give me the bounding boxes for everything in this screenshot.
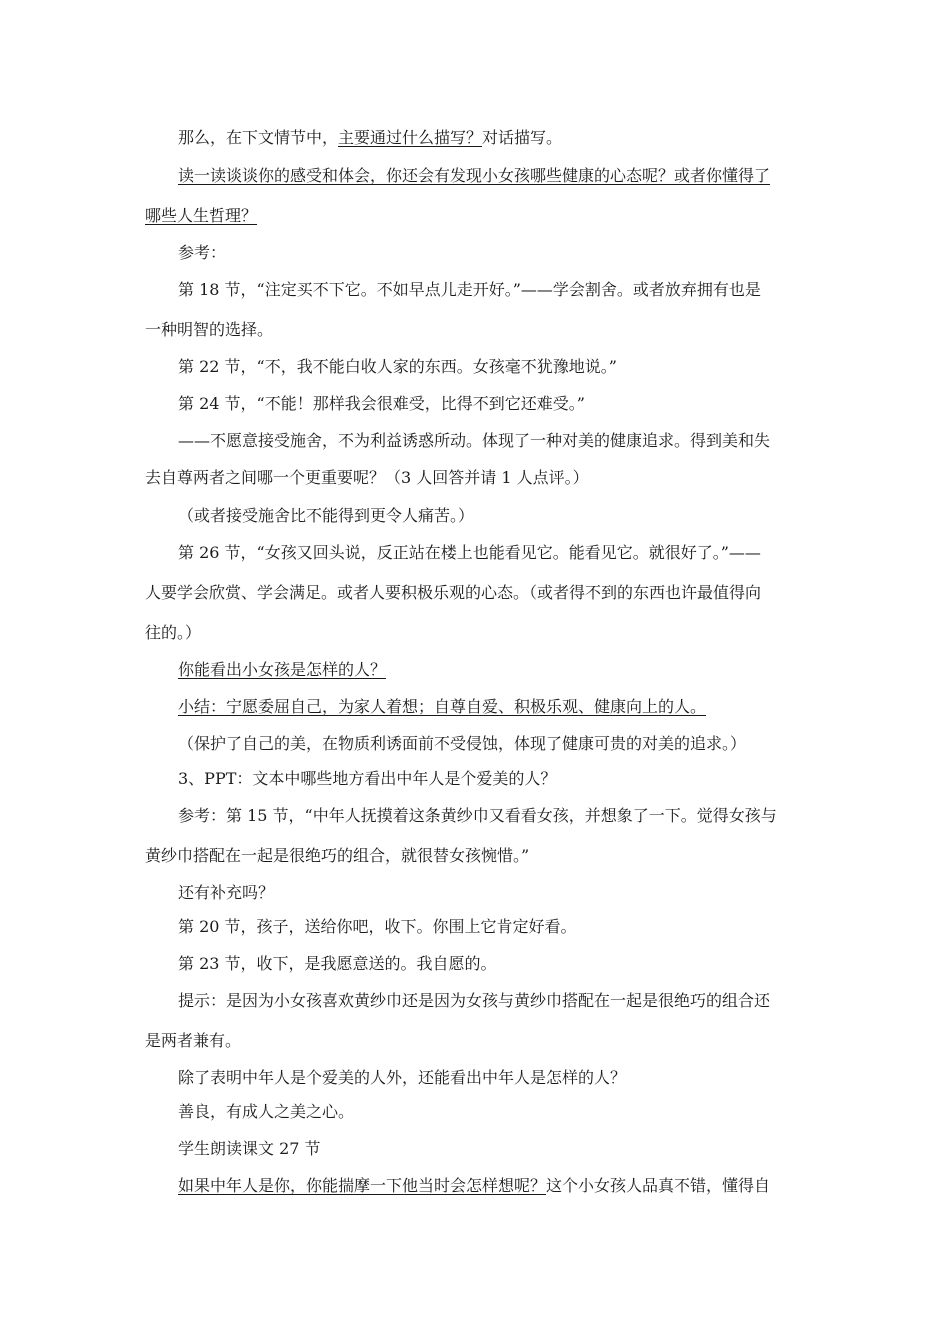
text-line: 是两者兼有。 (145, 1031, 242, 1050)
text-run: 这个小女孩人品真不错，懂得自 (546, 1176, 771, 1195)
text-line: 学生朗读课文 27 节 (178, 1139, 321, 1158)
text-line: 提示：是因为小女孩喜欢黄纱巾还是因为女孩与黄纱巾搭配在一起是很绝巧的组合还 (178, 991, 771, 1010)
text-line: 第 18 节，“注定买不下它。不如早点儿走开好。”——学会割舍。或者放弃拥有也是 (178, 280, 761, 299)
text-run: 那么，在下文情节中， (178, 128, 339, 147)
text-line: 第 23 节，收下，是我愿意送的。我自愿的。 (178, 954, 497, 973)
text-line: 去自尊两者之间哪一个更重要呢？（3 人回答并请 1 人点评。） (145, 468, 589, 487)
underlined-question: 如果中年人是你，你能揣摩一下他当时会怎样想呢？ (178, 1176, 547, 1195)
text-line: 除了表明中年人是个爱美的人外，还能看出中年人是怎样的人？ (178, 1068, 627, 1087)
text-line: 第 26 节，“女孩又回头说，反正站在楼上也能看见它。能看见它。就很好了。”—— (178, 543, 761, 562)
text-line: 人要学会欣赏、学会满足。或者人要积极乐观的心态。（或者得不到的东西也许最值得向 (145, 583, 762, 602)
text-line: 参考：第 15 节，“中年人抚摸着这条黄纱巾又看看女孩，并想象了一下。觉得女孩与 (178, 806, 777, 825)
underlined-question: 读一读谈谈你的感受和体会，你还会有发现小女孩哪些健康的心态呢？或者你懂得了 (178, 166, 771, 185)
text-line (178, 1176, 810, 1196)
text-line: （保护了自己的美，在物质利诱面前不受侵蚀，体现了健康可贵的对美的追求。） (178, 734, 747, 753)
text-line: 第 20 节，孩子，送给你吧，收下。你围上它肯定好看。 (178, 917, 577, 936)
text-line: 3、PPT：文本中哪些地方看出中年人是个爱美的人？ (178, 769, 557, 788)
text-line: 善良，有成人之美之心。 (178, 1102, 355, 1121)
text-line: 第 22 节，“不，我不能白收人家的东西。女孩毫不犹豫地说。” (178, 357, 617, 376)
text-line: 往的。） (145, 623, 202, 642)
text-line: ——不愿意接受施舍，不为利益诱惑所动。体现了一种对美的健康追求。得到美和失 (178, 431, 771, 450)
text-line (178, 128, 810, 148)
underlined-question: 哪些人生哲理？ (145, 206, 258, 225)
text-line: 参考： (178, 243, 227, 262)
text-line: 还有补充吗？ (178, 883, 275, 902)
text-run: 对话描写。 (482, 128, 563, 147)
text-line: 黄纱巾搭配在一起是很绝巧的组合，就很替女孩惋惜。” (145, 846, 530, 865)
underlined-summary: 小结：宁愿委屈自己，为家人着想；自尊自爱、积极乐观、健康向上的人。 (178, 697, 707, 716)
underlined-question: 主要通过什么描写？ (338, 128, 483, 147)
text-line: 第 24 节，“不能！那样我会很难受，比得不到它还难受。” (178, 394, 585, 413)
text-line: （或者接受施舍比不能得到更令人痛苦。） (178, 506, 475, 525)
text-line: 一种明智的选择。 (145, 320, 274, 339)
underlined-question: 你能看出小女孩是怎样的人？ (178, 660, 387, 679)
